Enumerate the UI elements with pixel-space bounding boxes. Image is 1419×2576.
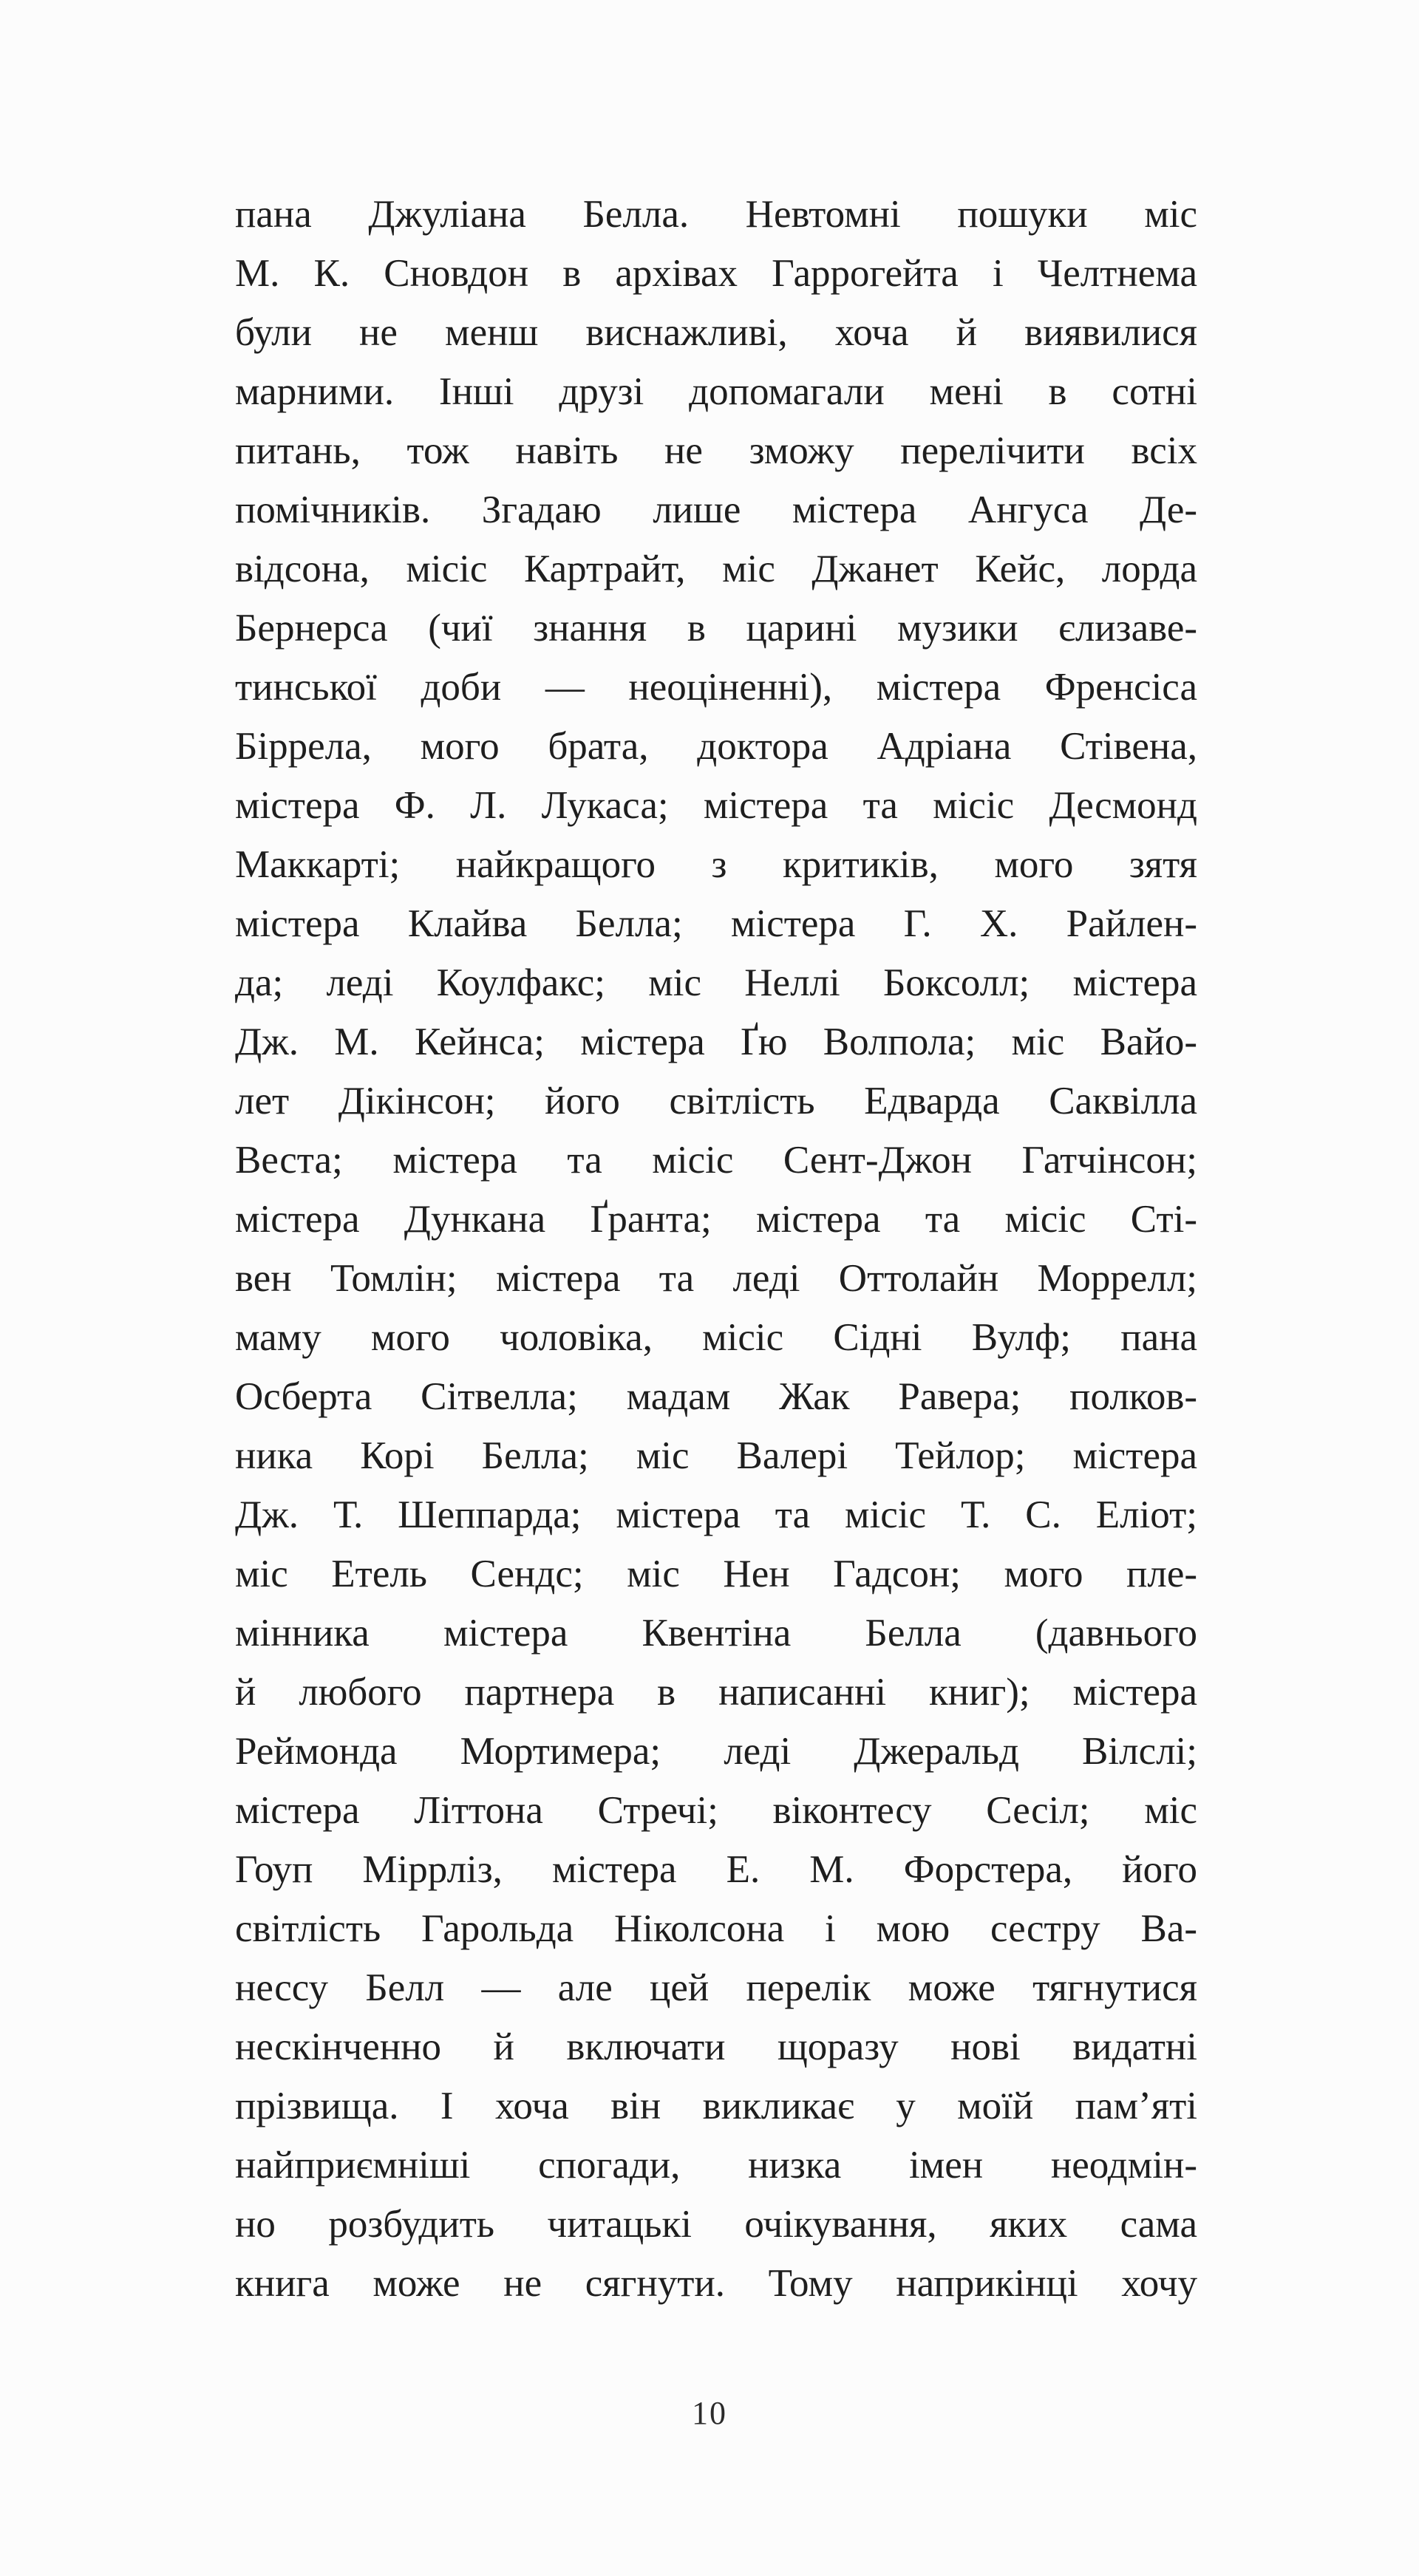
text-line: міс Етель Сендс; міс Нен Гадсон; мого пле-: [235, 1553, 1197, 1595]
text-line: да; леді Коулфакс; міс Неллі Боксолл; містера: [235, 961, 1197, 1004]
text-line: вен Томлін; містера та леді Оттолайн Моррелл;: [235, 1257, 1197, 1300]
text-line: питань, тож навіть не зможу перелічити всіх: [235, 429, 1197, 472]
text-line: Маккарті; найкращого з критиків, мого зятя: [235, 843, 1197, 886]
text-line: марними. Інші друзі допомагали мені в сотні: [235, 370, 1197, 413]
text-line: містера Літтона Стречі; віконтесу Сесіл; міс: [235, 1789, 1197, 1832]
text-line: маму мого чоловіка, місіс Сідні Вулф; пана: [235, 1316, 1197, 1359]
text-line: Осберта Сітвелла; мадам Жак Равера; полков-: [235, 1375, 1197, 1418]
text-line: ника Корі Белла; міс Валері Тейлор; містера: [235, 1434, 1197, 1477]
text-line: й любого партнера в написанні книг); містера: [235, 1671, 1197, 1714]
text-line: нескінченно й включати щоразу нові видатні: [235, 2025, 1197, 2068]
text-line: М. К. Сновдон в архівах Гаррогейта і Челтнема: [235, 252, 1197, 295]
body-text: [235, 185, 1197, 2313]
text-line: пана Джуліана Белла. Невтомні пошуки міс: [235, 193, 1197, 236]
text-line: Біррела, мого брата, доктора Адріана Стівена,: [235, 725, 1197, 768]
text-line: відсона, місіс Картрайт, міс Джанет Кейс, лорда: [235, 548, 1197, 590]
text-line: книга може не сягнути. Тому наприкінці хочу: [235, 2262, 1197, 2305]
page-number: 10: [692, 2395, 727, 2431]
text-line: помічників. Згадаю лише містера Ангуса Де-: [235, 488, 1197, 531]
text-line: лет Дікінсон; його світлість Едварда Саквілла: [235, 1080, 1197, 1122]
text-line: тинської доби — неоціненні), містера Френсіса: [235, 666, 1197, 709]
text-line: Бернерса (чиї знання в царині музики єлизаве-: [235, 607, 1197, 650]
text-line: мінника містера Квентіна Белла (давнього: [235, 1612, 1197, 1655]
text-line: Веста; містера та місіс Сент-Джон Гатчінсон;: [235, 1139, 1197, 1182]
text-line: були не менш виснажливі, хоча й виявилися: [235, 311, 1197, 354]
text-line: Дж. М. Кейнса; містера Ґю Волпола; міс Вайо-: [235, 1020, 1197, 1063]
text-line: містера Клайва Белла; містера Г. Х. Райлен-: [235, 902, 1197, 945]
text-line: світлість Гарольда Ніколсона і мою сестру Ва-: [235, 1907, 1197, 1950]
text-line: містера Ф. Л. Лукаса; містера та місіс Десмонд: [235, 784, 1197, 827]
text-line: Дж. Т. Шеппарда; містера та місіс Т. С. Еліот;: [235, 1493, 1197, 1536]
text-line: Гоуп Міррліз, містера Е. М. Форстера, його: [235, 1848, 1197, 1891]
text-line: нессу Белл — але цей перелік може тягнутися: [235, 1966, 1197, 2009]
text-line: найприємніші спогади, низка імен неодмін-: [235, 2144, 1197, 2187]
text-line: Реймонда Мортимера; леді Джеральд Вілслі;: [235, 1730, 1197, 1773]
text-line: но розбудить читацькі очікування, яких сама: [235, 2203, 1197, 2246]
text-line: прізвища. І хоча він викликає у моїй пам’яті: [235, 2085, 1197, 2127]
text-line: містера Дункана Ґранта; містера та місіс Сті-: [235, 1198, 1197, 1241]
